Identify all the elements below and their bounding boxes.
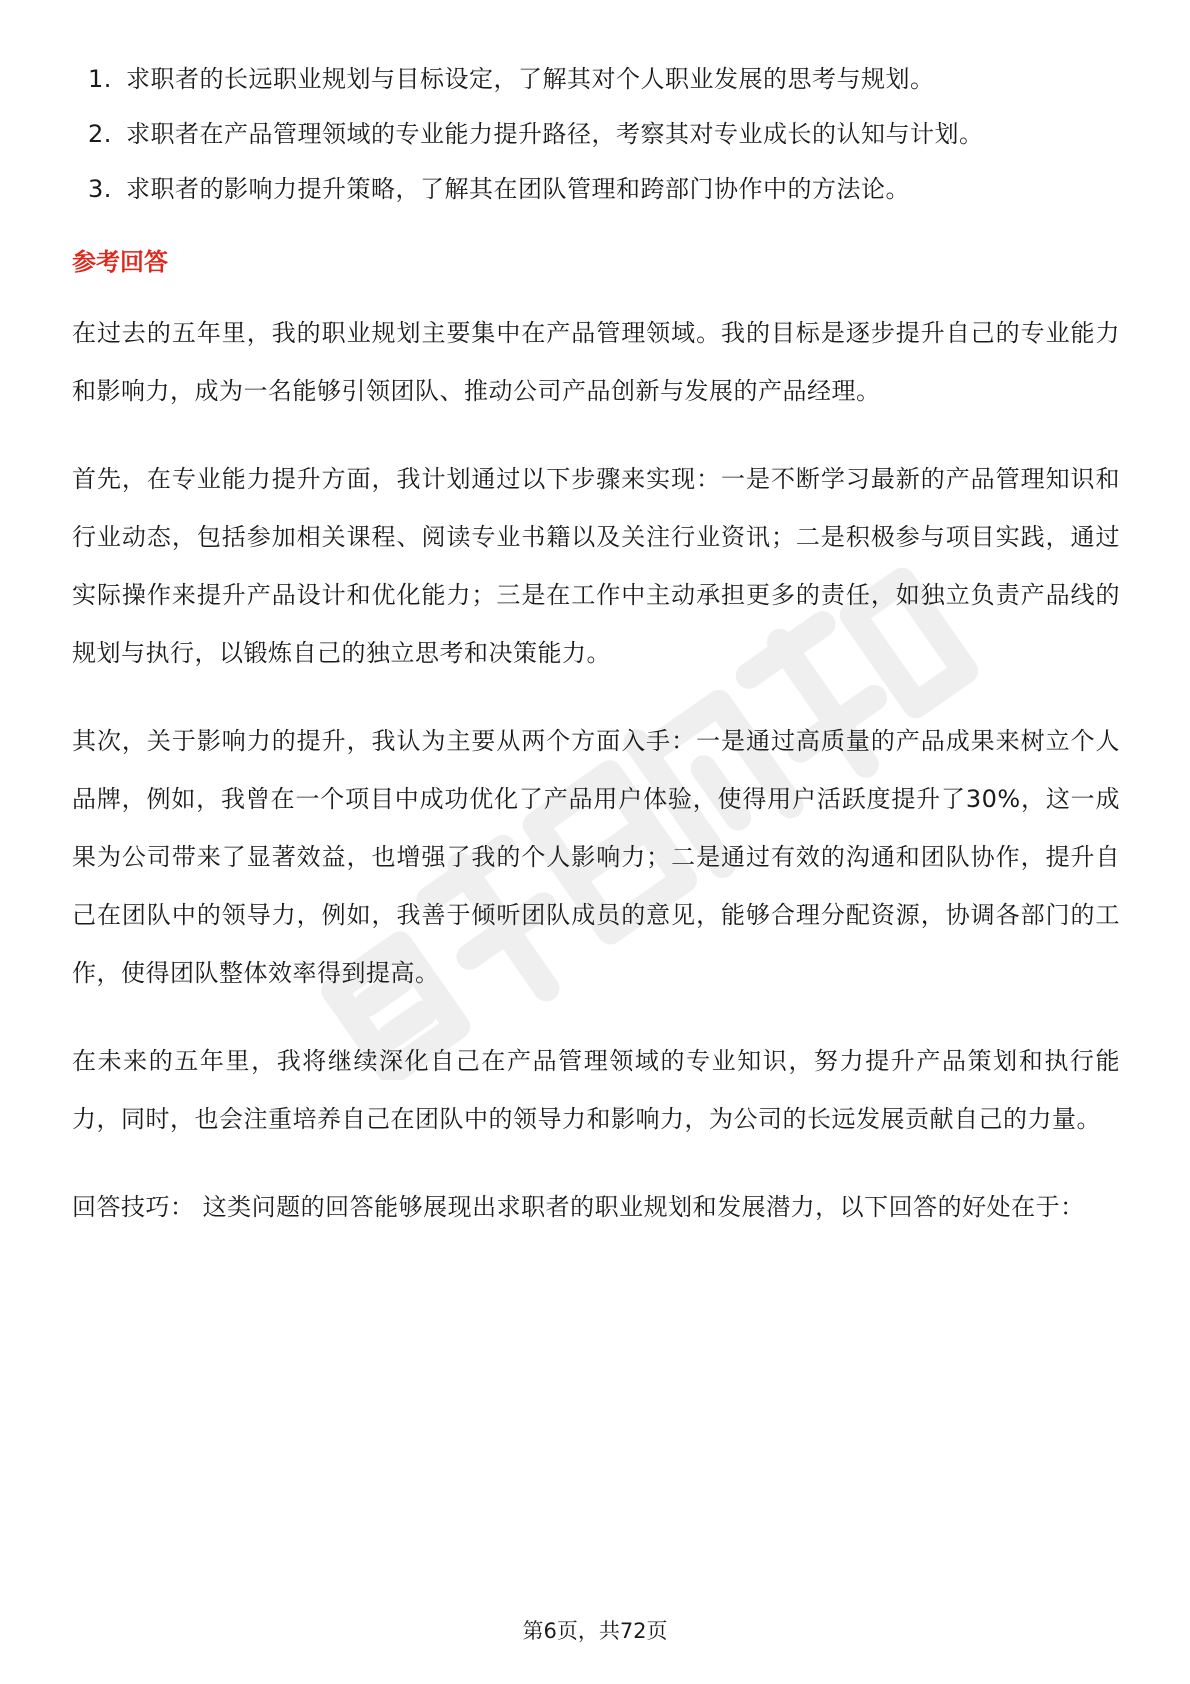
list-number: 3.: [88, 175, 112, 203]
section-title: 参考回答: [72, 248, 168, 276]
list-item: [72, 52, 1120, 107]
paragraph: 其次，关于影响力的提升，我认为主要从两个方面入手：一是通过高质量的产品成果来树立个人品牌，例如，我曾在一个项目中成功优化了产品用户体验，使得用户活跃度提升了30%，这一成果为公司带来了显著效益，也增强了我的个人影响力；二是通过有效的沟通和团队协作，提升自己在团队中的领导力，例如，我善于倾听团队成员的意见，能够合理分配资源，协调各部门的工作，使得团队整体效率得到提高。: [72, 727, 1120, 987]
paragraph: 回答技巧： 这类问题的回答能够展现出求职者的职业规划和发展潜力，以下回答的好处在于：: [72, 1193, 1085, 1221]
list-item: [72, 162, 1120, 217]
list-item-text: 求职者的影响力提升策略，了解其在团队管理和跨部门协作中的方法论。: [126, 175, 910, 203]
question-list: [72, 52, 1120, 217]
paragraph: 首先，在专业能力提升方面，我计划通过以下步骤来实现：一是不断学习最新的产品管理知识和行业动态，包括参加相关课程、阅读专业书籍以及关注行业资讯；二是积极参与项目实践，通过实际操作来提升产品设计和优化能力；三是在工作中主动承担更多的责任，如独立负责产品线的规划与执行，以锻炼自己的独立思考和决策能力。: [72, 465, 1120, 667]
list-item: [72, 107, 1120, 162]
list-number: 2.: [88, 120, 112, 148]
paragraph: 在未来的五年里，我将继续深化自己在产品管理领域的专业知识，努力提升产品策划和执行能力，同时，也会注重培养自己在团队中的领导力和影响力，为公司的长远发展贡献自己的力量。: [72, 1047, 1120, 1133]
list-number: 1.: [88, 65, 112, 93]
list-item-text: 求职者在产品管理领域的专业能力提升路径，考察其对专业成长的认知与计划。: [126, 120, 984, 148]
list-item-text: 求职者的长远职业规划与目标设定，了解其对个人职业发展的思考与规划。: [126, 65, 935, 93]
page-footer: 第6页，共72页: [522, 1619, 668, 1643]
paragraph: 在过去的五年里，我的职业规划主要集中在产品管理领域。我的目标是逐步提升自己的专业能力和影响力，成为一名能够引领团队、推动公司产品创新与发展的产品经理。: [72, 319, 1120, 405]
document-page: [72, 52, 1120, 1236]
